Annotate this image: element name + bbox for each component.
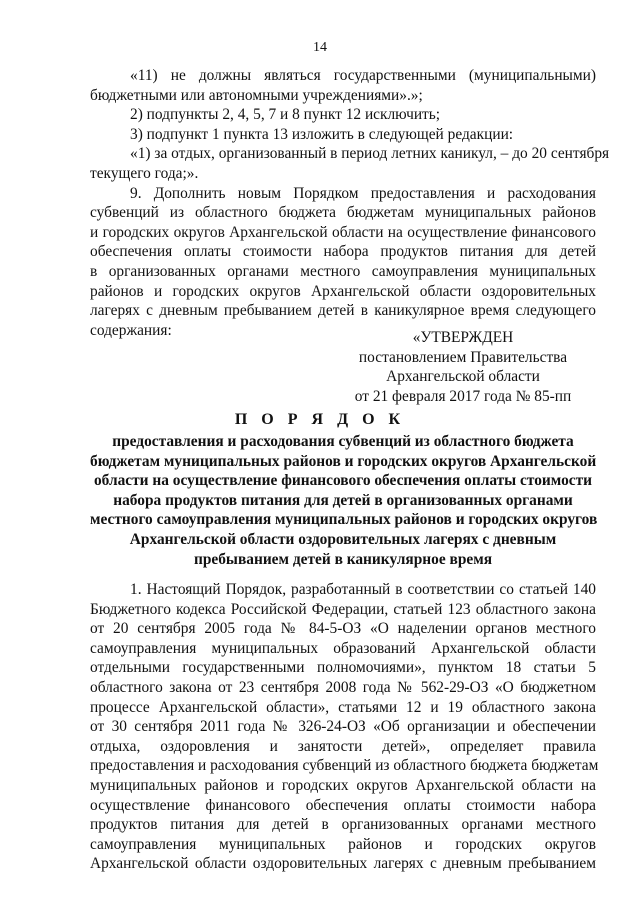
text-line: «1) за отдых, организованный в период летних каникул, – до 20 сентября: [130, 145, 610, 163]
subtitle-line: пребыванием детей в каникулярное время: [193, 550, 493, 568]
page-number: 14: [313, 40, 327, 55]
text-line: предоставления и расходования субвенций из областного бюджета бюджетам: [90, 757, 599, 775]
text-line: в организованных органами местного самоуправления муниципальных: [90, 262, 596, 280]
text-line: 9. Дополнить новым Порядком предоставления и расходования: [130, 184, 596, 202]
text-line: осуществление финансового обеспечения оплаты стоимости набора: [90, 796, 596, 814]
subtitle-line: области на осуществление финансового обеспечения оплаты стоимости: [93, 472, 593, 490]
text-line: самоуправления муниципальных образований Архангельской области: [90, 639, 596, 657]
text-line: от 30 сентября 2011 года № 326-24-ОЗ «Об организации и обеспечении: [90, 718, 596, 736]
text-line: «11) не должны являться государственными (муниципальными): [130, 67, 596, 84]
text-line: текущего года;».: [90, 164, 199, 182]
text-line: районов и городских округов Архангельской области оздоровительных: [90, 282, 596, 300]
text-line: 3) подпункт 1 пункта 13 изложить в следующей редакции:: [130, 125, 514, 143]
text-line: муниципальных районов и городских округов Архангельской области на: [90, 776, 596, 794]
approval-line: постановлением Правительства: [358, 348, 568, 366]
text-line: отдельными государственными полномочиями», пунктом 18 статьи 5: [90, 659, 596, 677]
text-line: Бюджетного кодекса Российской Федерации, статьей 123 областного закона: [90, 600, 596, 618]
text-line: отдыха, оздоровления и занятости детей», определяет правила: [90, 737, 596, 755]
text-line: областного закона от 23 сентября 2008 года № 562-29-ОЗ «О бюджетном: [90, 678, 596, 696]
approval-line: от 21 февраля 2017 года № 85-пп: [354, 387, 572, 405]
text-line: бюджетными или автономными учреждениями».»;: [90, 86, 423, 104]
text-line: и городских округов Архангельской области на осуществление финансового: [90, 223, 596, 241]
text-line: процессе Архангельской области», статьями 12 и 19 областного закона: [90, 698, 596, 716]
subtitle-line: предоставления и расходования субвенций из областного бюджета: [112, 433, 574, 450]
amendment-text: [90, 66, 610, 340]
text-line: от 20 сентября 2005 года № 84-5-ОЗ «О наделении органов местного: [90, 620, 596, 638]
section-1-text: [90, 580, 599, 874]
text-line: 2) подпункты 2, 4, 5, 7 и 8 пункт 12 исключить;: [130, 106, 441, 124]
subtitle-line: бюджетам муниципальных районов и городских округов Архангельской: [90, 452, 597, 470]
text-line: лагерях с дневным пребыванием детей в каникулярное время следующего: [90, 302, 596, 320]
subtitle-line: набора продуктов питания для детей в организованных органами: [113, 491, 573, 509]
text-line: Архангельской области оздоровительных лагерях с дневным пребыванием: [90, 855, 596, 873]
text-line: продуктов питания для детей в организованных органами местного: [90, 816, 596, 834]
text-line: субвенций из областного бюджета бюджетам муниципальных районов: [90, 204, 596, 222]
subtitle-line: местного самоуправления муниципальных районов и городских округов: [90, 511, 598, 529]
approval-line: «УТВЕРЖДЕН: [412, 329, 514, 346]
approval-line: Архангельской области: [386, 368, 540, 386]
text-line: 1. Настоящий Порядок, разработанный в соответствии со статьей 140: [130, 581, 596, 598]
text-line: самоуправления муниципальных районов и городских округов: [90, 835, 596, 853]
subtitle-line: Архангельской области оздоровительных лагерях с дневным: [129, 530, 557, 548]
text-line: обеспечения оплаты стоимости набора продуктов питания для детей: [90, 243, 596, 261]
text-line: содержания:: [90, 321, 172, 339]
approval-stamp: [330, 328, 596, 406]
document-title: П О Р Я Д О К: [234, 411, 406, 428]
document-subtitle: [90, 432, 596, 569]
